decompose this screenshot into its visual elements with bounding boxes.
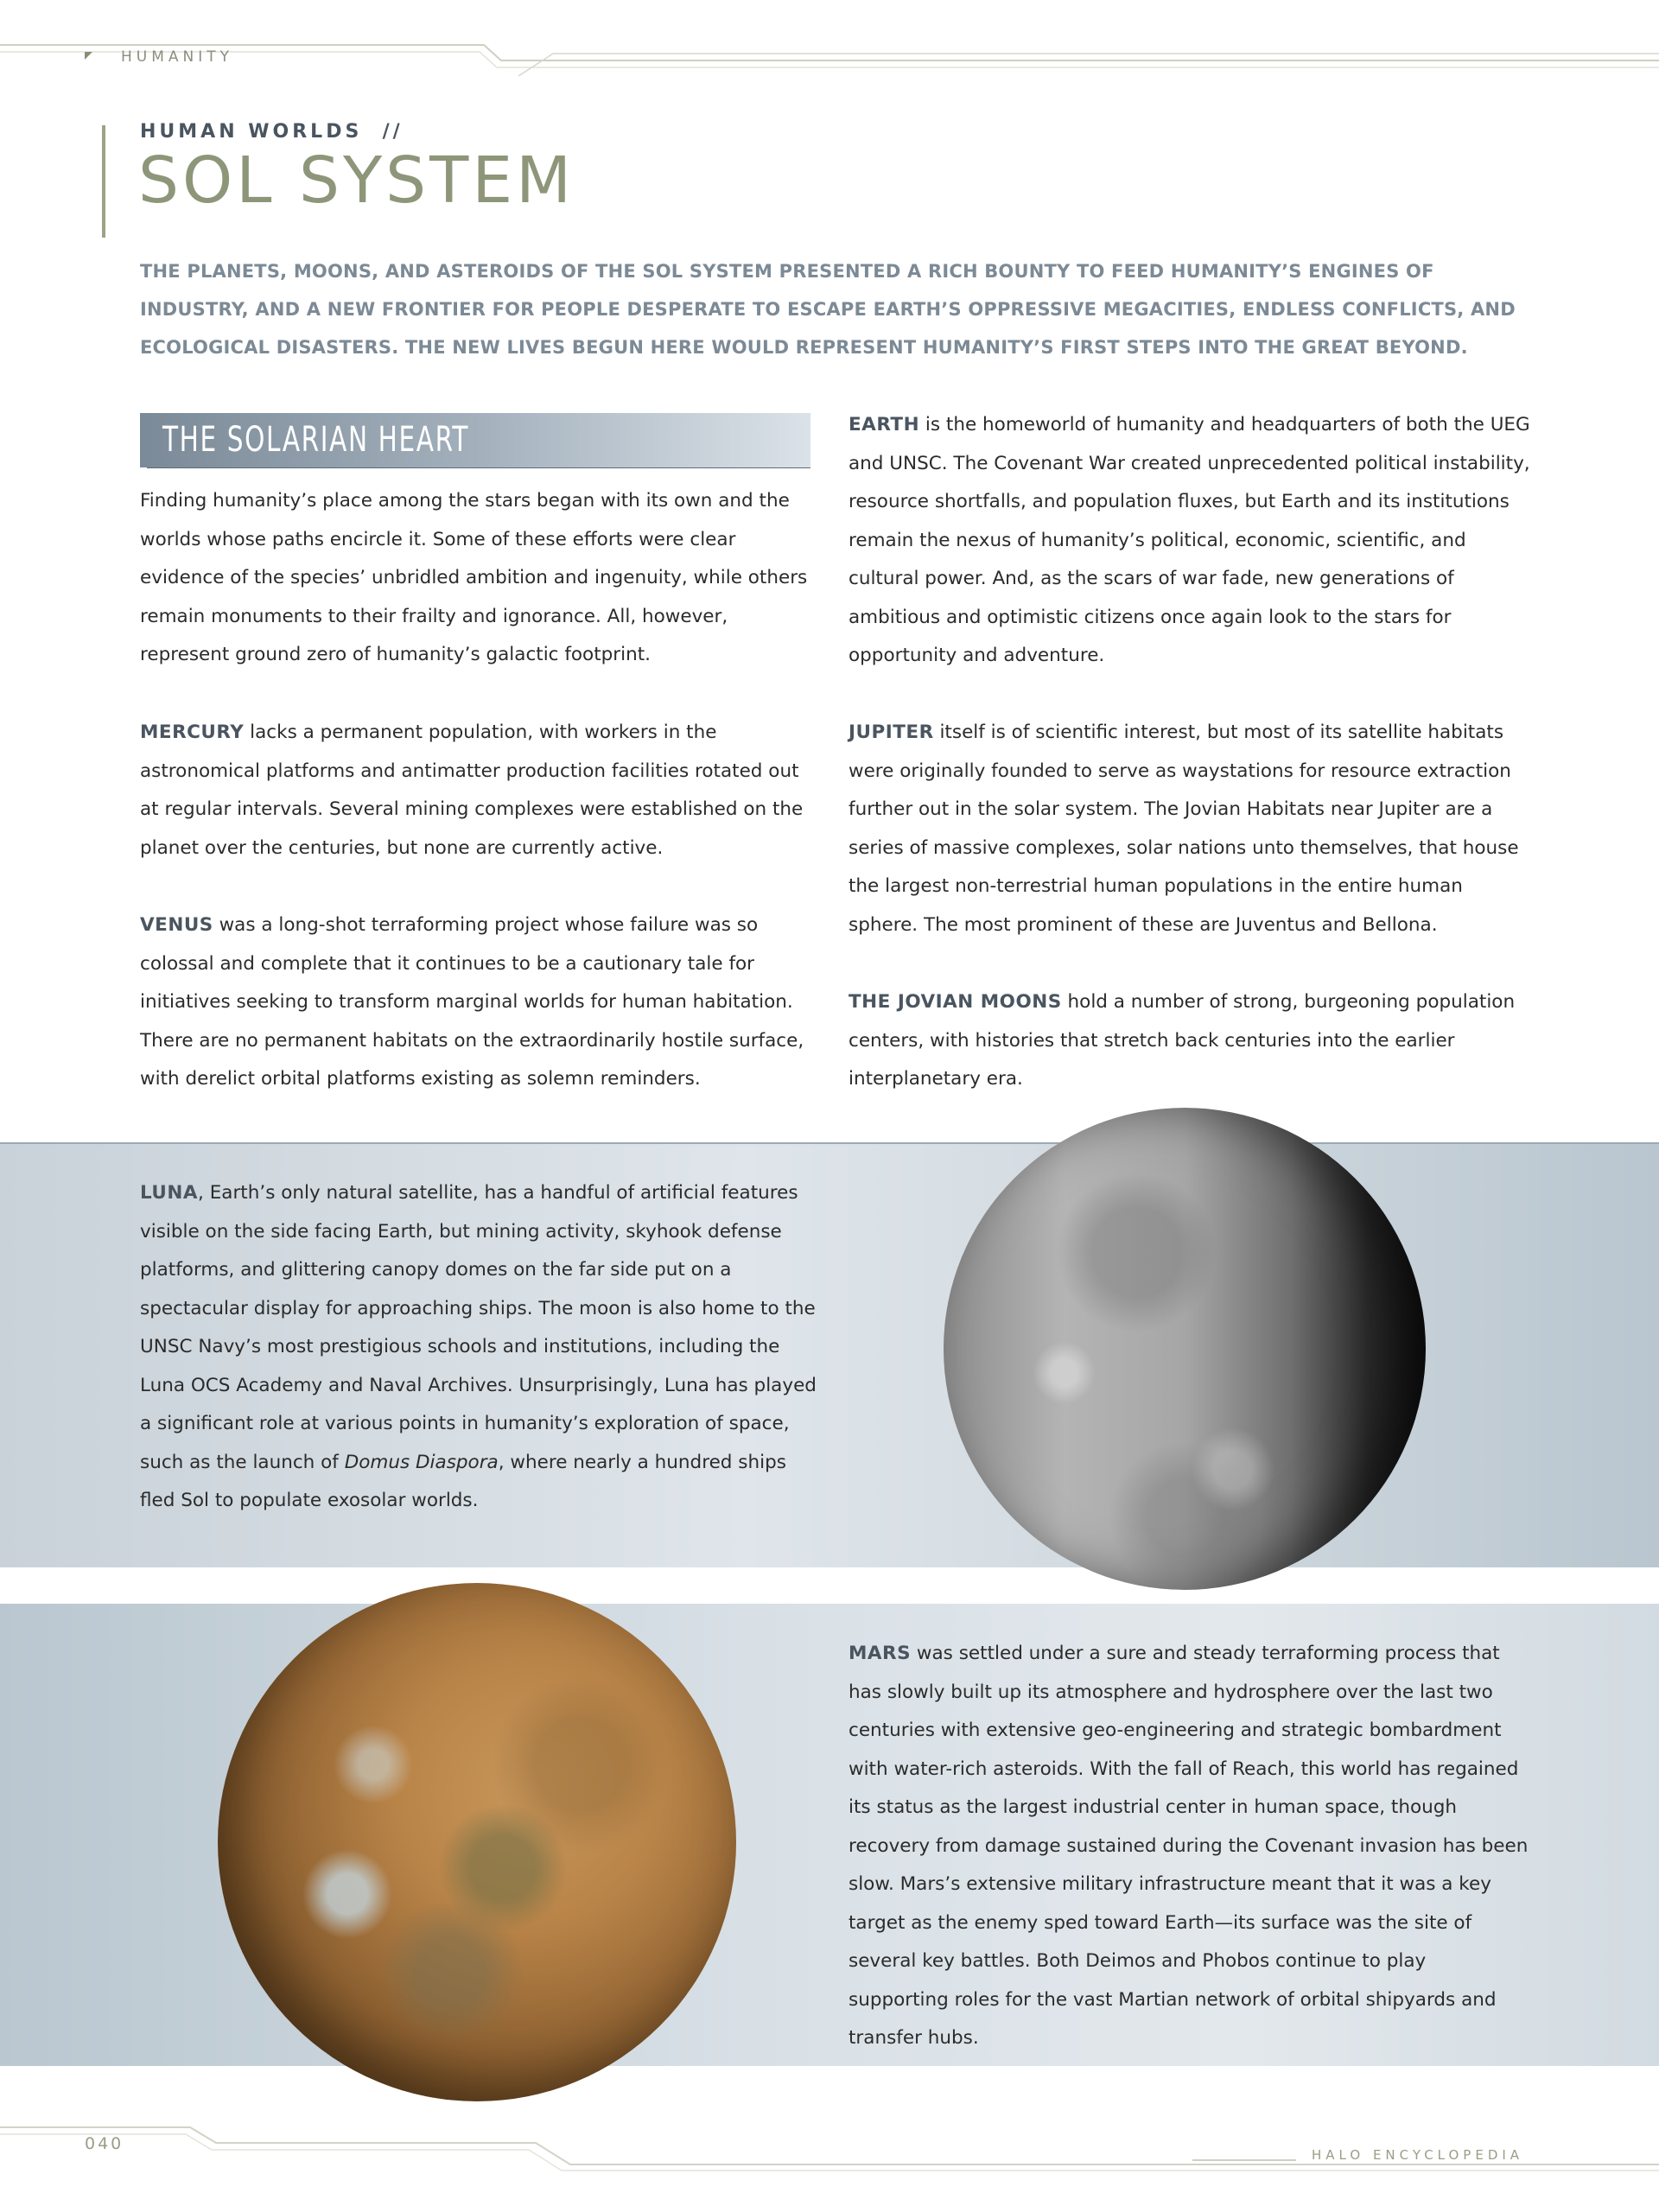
earth-text: is the homeworld of humanity and headquarters of both the UEG and UNSC. The Covenant War created unprecedented political instability, resource shortfalls, and population fluxes, but Earth and its institutions remain the nexus of humanity’s political, economic, scientific, and cultural power. And, as the scars of war fade, new generations of ambitious and optimistic citizens once again look to the stars for opportunity and adventure.: [849, 414, 1530, 666]
earth-name: EARTH: [849, 414, 920, 435]
page-kicker: HUMAN WORLDS //: [140, 121, 404, 143]
page-title: SOL SYSTEM: [138, 143, 575, 218]
luna-ship-name: Domus Diaspora: [344, 1451, 499, 1473]
header-marker-icon: [85, 52, 92, 60]
venus-name: VENUS: [140, 914, 213, 936]
book-title: HALO ENCYCLOPEDIA: [1312, 2147, 1524, 2163]
header-section-label: HUMANITY: [121, 48, 234, 66]
mars-text: was settled under a sure and steady terraforming process that has slowly built up its atmosphere and hydrosphere over the last two centuries with extensive geo-engineering and strategic bombardment with water-rich asteroids. With the fall of Reach, this world has regained its status as the largest industrial center in human space, though recovery from damage sustained during the Covenant invasion has been slow. Mars’s extensive military infrastructure meant that it was a key target as the enemy sped toward Earth—its surface was the site of several key battles. Both Deimos and Phobos continue to play supporting roles for the vast Martian network of orbital shipyards and transfer hubs.: [849, 1643, 1529, 2049]
intro-paragraph: THE PLANETS, MOONS, AND ASTEROIDS OF THE SOL SYSTEM PRESENTED A RICH BOUNTY TO FEED HUMANITY’S ENGINES OF INDUSTRY, AND A NEW FRONTIER FOR PEOPLE DESPERATE TO ESCAPE EARTH’S OPPRESSIVE MEGACITIES, ENDLESS CONFLICTS, AND ECOLOGICAL DISASTERS. THE NEW LIVES BEGUN HERE WOULD REPRESENT HUMANITY’S FIRST STEPS INTO THE GREAT BEYOND.: [140, 261, 1516, 358]
mars-name: MARS: [849, 1643, 912, 1664]
jupiter-name: JUPITER: [849, 721, 934, 743]
jupiter-text: itself is of scientific interest, but most of its satellite habitats were originally founded to serve as waystations for resource extraction further out in the solar system. The Jovian Habitats near Jupiter are a series of massive complexes, solar nations unto themselves, that house the largest non-terrestrial human populations in the entire human sphere. The most prominent of these are Juventus and Bellona.: [849, 721, 1519, 936]
paragraph-solarian: Finding humanity’s place among the stars began with its own and the worlds whose paths encircle it. Some of these efforts were clear evidence of the species’ unbridled ambition and ingenuity, while others remain monuments to their frailty and ignorance. All, however, represent ground zero of humanity’s galactic footprint.: [140, 490, 808, 665]
paragraph-earth: [849, 406, 1531, 676]
title-accent-bar: [102, 125, 105, 238]
moon-illustration: [944, 1108, 1426, 1590]
section-heading-text: THE SOLARIAN HEART: [162, 420, 470, 460]
paragraph-jovian-moons: [849, 983, 1531, 1099]
jovian-text: hold a number of strong, burgeoning population centers, with histories that stretch back centuries into the earlier interplanetary era.: [849, 991, 1516, 1090]
section-heading: [140, 413, 810, 467]
paragraph-mercury: [140, 714, 823, 868]
paragraph-jupiter: [849, 714, 1531, 944]
mercury-name: MERCURY: [140, 721, 245, 743]
paragraph-luna: [140, 1174, 823, 1521]
venus-text: was a long-shot terraforming project whose failure was so colossal and complete that it continues to be a cautionary tale for initiatives seeking to transform marginal worlds for human habitation. There are no permanent habitats on the extraordinarily hostile surface, with derelict orbital platforms existing as solemn reminders.: [140, 914, 804, 1090]
paragraph-venus: [140, 906, 823, 1099]
mars-illustration: [218, 1583, 736, 2101]
luna-text-b: , where nearly a hundred ships fled Sol to populate exosolar worlds.: [140, 1451, 786, 1511]
header-frame-line: [0, 0, 1659, 78]
paragraph-mars: [849, 1635, 1531, 2058]
jovian-name: THE JOVIAN MOONS: [849, 991, 1062, 1013]
luna-text-a: , Earth’s only natural satellite, has a handful of artificial features visible on the side facing Earth, but mining activity, skyhook defense platforms, and glittering canopy domes on the far side put on a spectacular display for approaching ships. The moon is also home to the UNSC Navy’s most prestigious schools and institutions, including the Luna OCS Academy and Naval Archives. Unsurprisingly, Luna has played a significant role at various points in humanity’s exploration of space, such as the launch of: [140, 1182, 817, 1473]
mercury-text: lacks a permanent population, with workers in the astronomical platforms and antimatter production facilities rotated out at regular intervals. Several mining complexes were established on the planet over the centuries, but none are currently active.: [140, 721, 804, 859]
page-number: 040: [85, 2134, 124, 2153]
luna-name: LUNA: [140, 1182, 199, 1204]
